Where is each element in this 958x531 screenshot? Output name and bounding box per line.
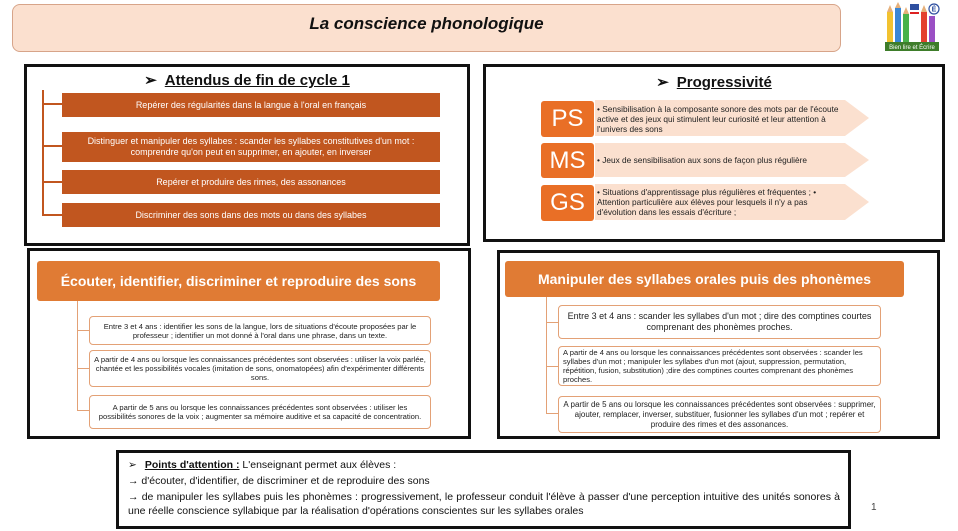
points-label: Points d'attention : [144,459,240,471]
ecouter-item: A partir de 4 ans ou lorsque les connaissances précédentes sont observées : utiliser la voix parlée, chantée et les possibilités vocales (imitation de sons, onomatopées) afin d'expérimenter différents sons. [89,350,431,387]
attendu-item: Repérer et produire des rimes, des assonances [62,170,440,194]
tree-branch [77,330,89,331]
progressivite-heading: ➢ Progressivité [656,74,772,91]
level-ps-badge: PS [541,101,594,137]
page-number: 1 [871,502,877,513]
attendus-heading: ➢ Attendus de fin de cycle 1 [144,72,350,89]
attendu-item: Distinguer et manipuler des syllabes : scander les syllabes constitutives d'un mot : comprendre qu'on peut en supprimer, en ajouter, en inverser [62,132,440,162]
ecouter-item: Entre 3 et 4 ans : identifier les sons de la langue, lors de situations d'écoute proposées par le professeur ; identifier un mot donné à l'oral dans une phrase, dans un texte. [89,316,431,345]
manipuler-item: A partir de 4 ans ou lorsque les connaissances précédentes sont observées : scander les syllabes d'un mot ; manipuler les syllabes d'un mot (ajout, suppression, permutation, répétition, fusion, substitution) ;dire des comptines courtes comprenant des phonèmes proches. [558,346,881,386]
tree-branch [546,322,558,323]
level-gs-badge: GS [541,185,594,221]
manipuler-heading: Manipuler des syllabes orales puis des phonèmes [505,261,904,297]
tree-connector [42,90,44,216]
tree-branch [42,145,62,147]
tree-branch [546,366,558,367]
tree-branch [42,181,62,183]
svg-text:É: É [931,6,937,14]
tree-branch [77,410,89,411]
tree-branch [42,214,62,216]
ecouter-item: A partir de 5 ans ou lorsque les connaissances précédentes sont observées : utiliser les possibilités sonores de la voix ; augmenter sa mémoire auditive et sa capacité de concentration. [89,395,431,429]
arrow-bullet-icon: ➢ [144,72,157,89]
points-intro-line [128,458,828,472]
arrow-bullet-icon: ➢ [656,74,669,91]
tree-connector [77,301,78,411]
ecouter-heading: Écouter, identifier, discriminer et reproduire des sons [37,261,440,301]
attendu-item: Repérer des régularités dans la langue à l'oral en français [62,93,440,117]
level-gs-text: • Situations d'apprentissage plus régulières et fréquentes ; • Attention particulière aux élèves pour lesquels il n'y a pas d'évolution dans les essais d'écriture ; [597,187,817,217]
pencils-logo-icon [881,2,943,56]
points-intro: L'enseignant permet aux élèves : [239,459,397,471]
manipuler-item: A partir de 5 ans ou lorsque les connaissances précédentes sont observées : supprimer, ajouter, remplacer, inverser, substituer, fusionner les syllabes d'un mot ; repérer et produire des rimes et des assonances. [558,396,881,433]
manipuler-item: Entre 3 et 4 ans : scander les syllabes d'un mot ; dire des comptines courtes comprenant des phonèmes proches. [558,305,881,339]
svg-text:Bien lire et Écrire: Bien lire et Écrire [889,45,935,51]
tree-connector [546,297,547,414]
level-ms-text: • Jeux de sensibilisation aux sons de façon plus régulière [597,155,807,165]
page-title: La conscience phonologique [309,14,544,33]
tree-branch [77,368,89,369]
level-ps-text: • Sensibilisation à la composante sonore des mots par de l'écoute active et des jeux qui stimulent leur curiosité et leur attention à l'univers des sons [597,104,839,134]
tree-branch [546,413,558,414]
arrow-bullet-icon: ➢ [128,459,137,471]
level-ms-badge: MS [541,143,594,178]
tree-branch [42,103,62,105]
logo [881,2,943,56]
points-line-2: → de manipuler les syllabes puis les phonèmes : progressivement, le professeur conduit l'élève à passer d'une perception intuitive des unités sonores à une réelle conscience syllabique par la réalisation d'opérations conscientes sur les syllabes orales [128,491,840,517]
attendu-item: Discriminer des sons dans des mots ou dans des syllabes [62,203,440,227]
points-line-1: → d'écouter, d'identifier, de discriminer et de reproduire des sons [128,475,430,487]
